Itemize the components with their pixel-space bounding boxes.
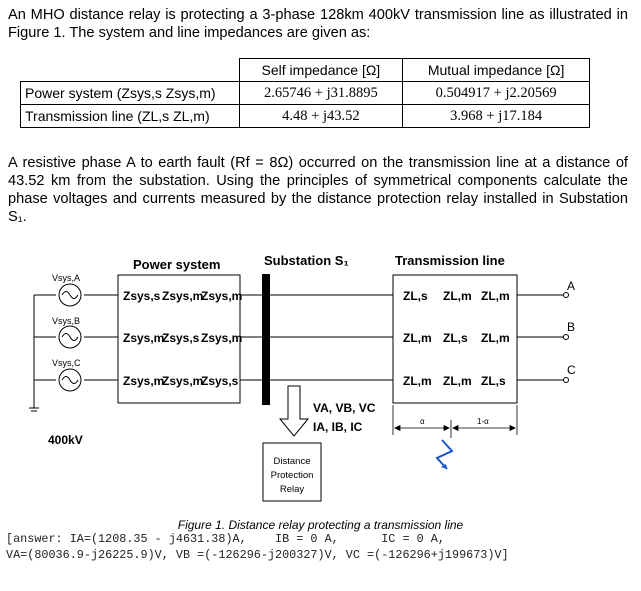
phase-b-label: B xyxy=(567,320,576,334)
measurement-arrow-icon xyxy=(280,386,308,436)
zsys-13: Zsys,m xyxy=(201,289,243,303)
source-c-icon xyxy=(59,369,81,391)
row-label-text: Power system (Zsys,s Zsys,m) xyxy=(25,85,216,101)
voltage-level-label: 400kV xyxy=(48,433,83,447)
zsys-11: Zsys,s xyxy=(123,289,161,303)
zl-33: ZL,s xyxy=(481,374,506,388)
table-header-row xyxy=(21,59,590,82)
zsys-23: Zsys,m xyxy=(201,331,243,345)
zl-22: ZL,s xyxy=(443,331,468,345)
source-a-label: Vsys,A xyxy=(52,273,81,283)
table-row xyxy=(21,105,590,128)
row-label-power-system xyxy=(21,82,240,105)
source-c-label: Vsys,C xyxy=(52,358,81,368)
relay-label-line3: Relay xyxy=(279,484,305,495)
zl-31: ZL,m xyxy=(403,374,432,388)
header-mutual-impedance: Mutual impedance [Ω] xyxy=(403,59,590,82)
alpha-label: α xyxy=(420,417,425,426)
line-impedance-matrix xyxy=(403,289,510,388)
power-system-self-value: 2.65746 + j31.8895 xyxy=(239,82,403,105)
figure-caption: Figure 1. Distance relay protecting a transmission line xyxy=(177,518,464,532)
relay-label-line1: Distance xyxy=(273,456,311,467)
transmission-line-title: Transmission line xyxy=(395,253,505,268)
one-minus-alpha-label: 1-α xyxy=(477,417,489,426)
current-label: IA, IB, IC xyxy=(313,420,363,434)
answer-line-1: [answer: IA=(1208.35 - j4631.38)A, IB = 0 A, IC = 0 A, xyxy=(6,532,445,546)
header-self-impedance: Self impedance [Ω] xyxy=(239,59,403,82)
fault-location-dimension xyxy=(393,405,517,438)
zsys-31: Zsys,m xyxy=(123,374,165,388)
power-system-mutual-value: 0.504917 + j2.20569 xyxy=(403,82,590,105)
zl-13: ZL,m xyxy=(481,289,510,303)
answer-block xyxy=(6,531,509,563)
zsys-33: Zsys,s xyxy=(201,374,239,388)
terminal-a xyxy=(564,293,569,298)
table-row xyxy=(21,82,590,105)
voltage-label: VA, VB, VC xyxy=(313,401,376,415)
power-system-title: Power system xyxy=(133,257,221,272)
zsys-22: Zsys,s xyxy=(162,331,200,345)
source-b-label: Vsys,B xyxy=(52,316,81,326)
zsys-32: Zsys,m xyxy=(162,374,204,388)
line-self-value: 4.48 + j43.52 xyxy=(239,105,403,128)
zl-23: ZL,m xyxy=(481,331,510,345)
zl-21: ZL,m xyxy=(403,331,432,345)
fault-lightning-icon xyxy=(437,440,452,469)
zl-11: ZL,s xyxy=(403,289,428,303)
zsys-12: Zsys,m xyxy=(162,289,204,303)
terminal-c xyxy=(564,378,569,383)
row-label-transmission-line xyxy=(21,105,240,128)
phase-a-label: A xyxy=(567,279,576,293)
relay-label-line2: Protection xyxy=(270,470,314,481)
row-label-text: Transmission line (ZL,s ZL,m) xyxy=(25,108,210,124)
line-mutual-value: 3.968 + j17.184 xyxy=(403,105,590,128)
table-corner-cell xyxy=(21,59,240,82)
intro-paragraph: An MHO distance relay is protecting a 3-phase 128km 400kV transmission line as illustrated in Figure 1. The system and line impedances are given as: xyxy=(8,7,628,41)
fault-paragraph: A resistive phase A to earth fault (Rf = 8Ω) occurred on the transmission line at a distance of 43.52 km from the substation. Using the principles of symmetrical components calculate the phase voltages and currents measured by the distance protection relay installed in Substation S₁. xyxy=(8,155,628,225)
source-b-icon xyxy=(59,326,81,348)
source-a-icon xyxy=(59,284,81,306)
answer-line-2: VA=(80036.9-j26225.9)V, VB =(-126296-j200327)V, VC =(-126296+j199673)V] xyxy=(6,548,509,562)
zl-12: ZL,m xyxy=(443,289,472,303)
phase-c-label: C xyxy=(567,363,576,377)
impedance-table xyxy=(20,58,590,128)
substation-busbar xyxy=(262,274,270,405)
terminal-b xyxy=(564,335,569,340)
figure-1-diagram xyxy=(0,240,641,520)
substation-title: Substation S₁ xyxy=(264,253,349,268)
source-impedance-matrix xyxy=(123,289,242,388)
zsys-21: Zsys,m xyxy=(123,331,165,345)
zl-32: ZL,m xyxy=(443,374,472,388)
